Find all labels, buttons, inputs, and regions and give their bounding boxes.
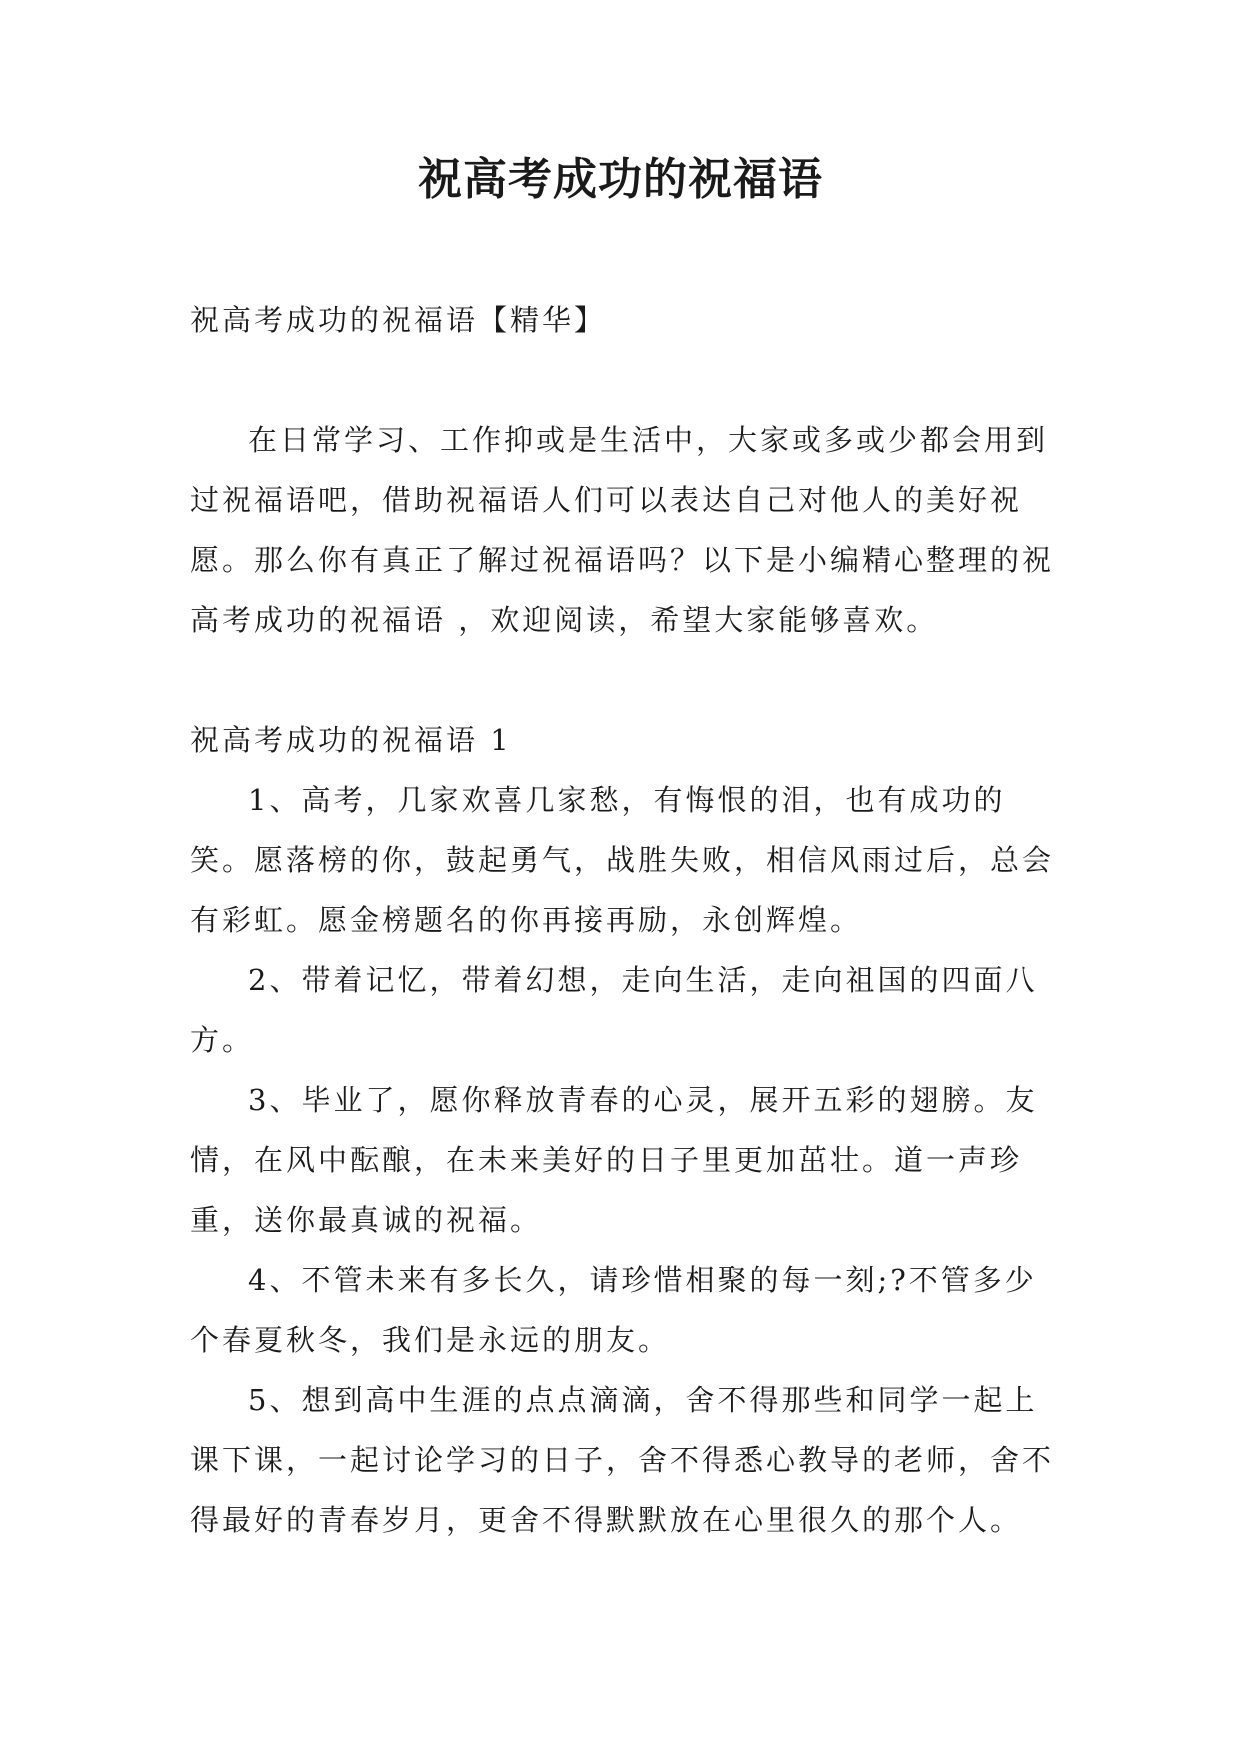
- document-body: [190, 290, 1062, 1550]
- intro-paragraph: 在日常学习、工作抑或是生活中，大家或多或少都会用到过祝福语吧，借助祝福语人们可以表达自己对他人的美好祝愿。那么你有真正了解过祝福语吗？以下是小编精心整理的祝高考成功的祝福语 ，欢迎阅读，希望大家能够喜欢。: [190, 423, 1055, 637]
- blessing-item-4: 4、不管未来有多长久，请珍惜相聚的每一刻;?不管多少个春夏秋冬，我们是永远的朋友。: [190, 1263, 1037, 1357]
- blessing-item-1: 1、高考，几家欢喜几家愁，有悔恨的泪，也有成功的笑。愿落榜的你，鼓起勇气，战胜失败，相信风雨过后，总会有彩虹。愿金榜题名的你再接再励，永创辉煌。: [190, 783, 1055, 937]
- blessing-item-3: 3、毕业了，愿你释放青春的心灵，展开五彩的翅膀。友情，在风中酝酿，在未来美好的日子里更加茁壮。道一声珍重，送你最真诚的祝福。: [190, 1083, 1038, 1237]
- document-title: 祝高考成功的祝福语: [418, 154, 823, 205]
- section-heading: 祝高考成功的祝福语 1: [190, 723, 512, 757]
- blessing-item-5: 5、想到高中生涯的点点滴滴，舍不得那些和同学一起上课下课，一起讨论学习的日子，舍不得悉心教导的老师，舍不得最好的青春岁月，更舍不得默默放在心里很久的那个人。: [190, 1383, 1055, 1537]
- blessing-item-2: 2、带着记忆，带着幻想，走向生活，走向祖国的四面八方。: [190, 963, 1038, 1057]
- document-subtitle: 祝高考成功的祝福语【精华】: [190, 303, 607, 337]
